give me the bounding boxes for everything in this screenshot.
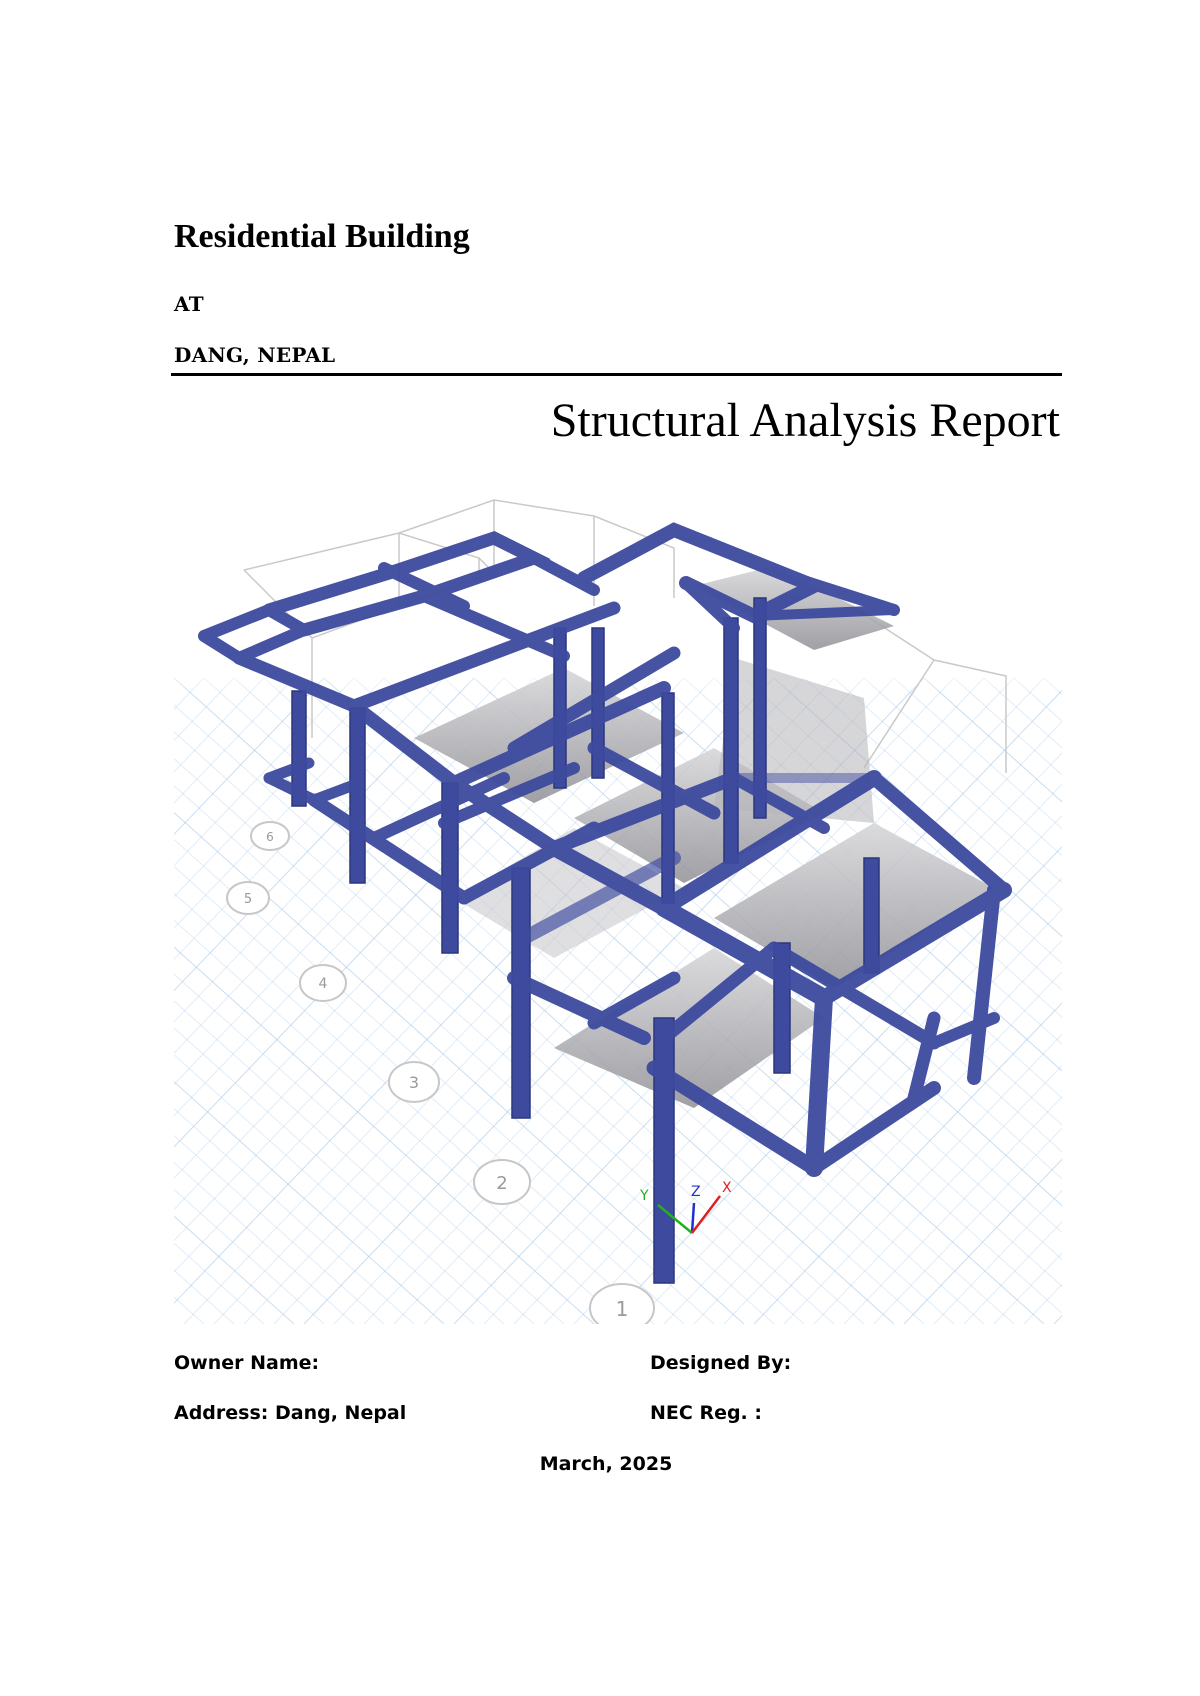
- title-divider: [171, 373, 1062, 376]
- column: [350, 708, 365, 883]
- grid-bubble-5: [227, 882, 269, 914]
- column: [512, 868, 530, 1118]
- report-title: Structural Analysis Report: [550, 394, 1060, 447]
- owner-name-label: Owner Name:: [174, 1352, 320, 1374]
- grid-bubble-label-3: 3: [408, 1073, 420, 1092]
- grid-bubble-label-1: 1: [615, 1297, 629, 1321]
- report-date: March, 2025: [539, 1453, 673, 1475]
- designed-by-label: Designed By:: [650, 1352, 792, 1374]
- location-label: DANG, NEPAL: [174, 343, 336, 367]
- grid-bubble-2: [474, 1160, 530, 1204]
- grid-bubble-label-6: 6: [266, 830, 274, 844]
- grid-bubble-label-4: 4: [318, 976, 328, 992]
- grid-bubble-1: [590, 1284, 654, 1324]
- x-axis-line: [692, 1196, 720, 1233]
- grid-bubble-6: [251, 822, 289, 850]
- at-label: AT: [174, 292, 204, 316]
- grid-bubble-label-2: 2: [496, 1173, 508, 1194]
- x-axis-label: X: [722, 1180, 732, 1196]
- address-label: Address: Dang, Nepal: [174, 1402, 407, 1424]
- z-axis-line: [692, 1203, 694, 1233]
- grid-bubble-label-5: 5: [243, 892, 253, 907]
- structural-model-figure: [174, 478, 1062, 1324]
- column: [864, 858, 879, 973]
- building-title: Residential Building: [174, 218, 470, 255]
- nec-reg-label: NEC Reg. :: [650, 1402, 762, 1424]
- column: [724, 618, 738, 863]
- grid-bubble-3: [389, 1062, 439, 1102]
- y-axis-label: Y: [640, 1188, 649, 1204]
- grid-bubble-4: [300, 965, 346, 1001]
- column: [654, 1018, 674, 1283]
- z-axis-label: Z: [691, 1184, 701, 1200]
